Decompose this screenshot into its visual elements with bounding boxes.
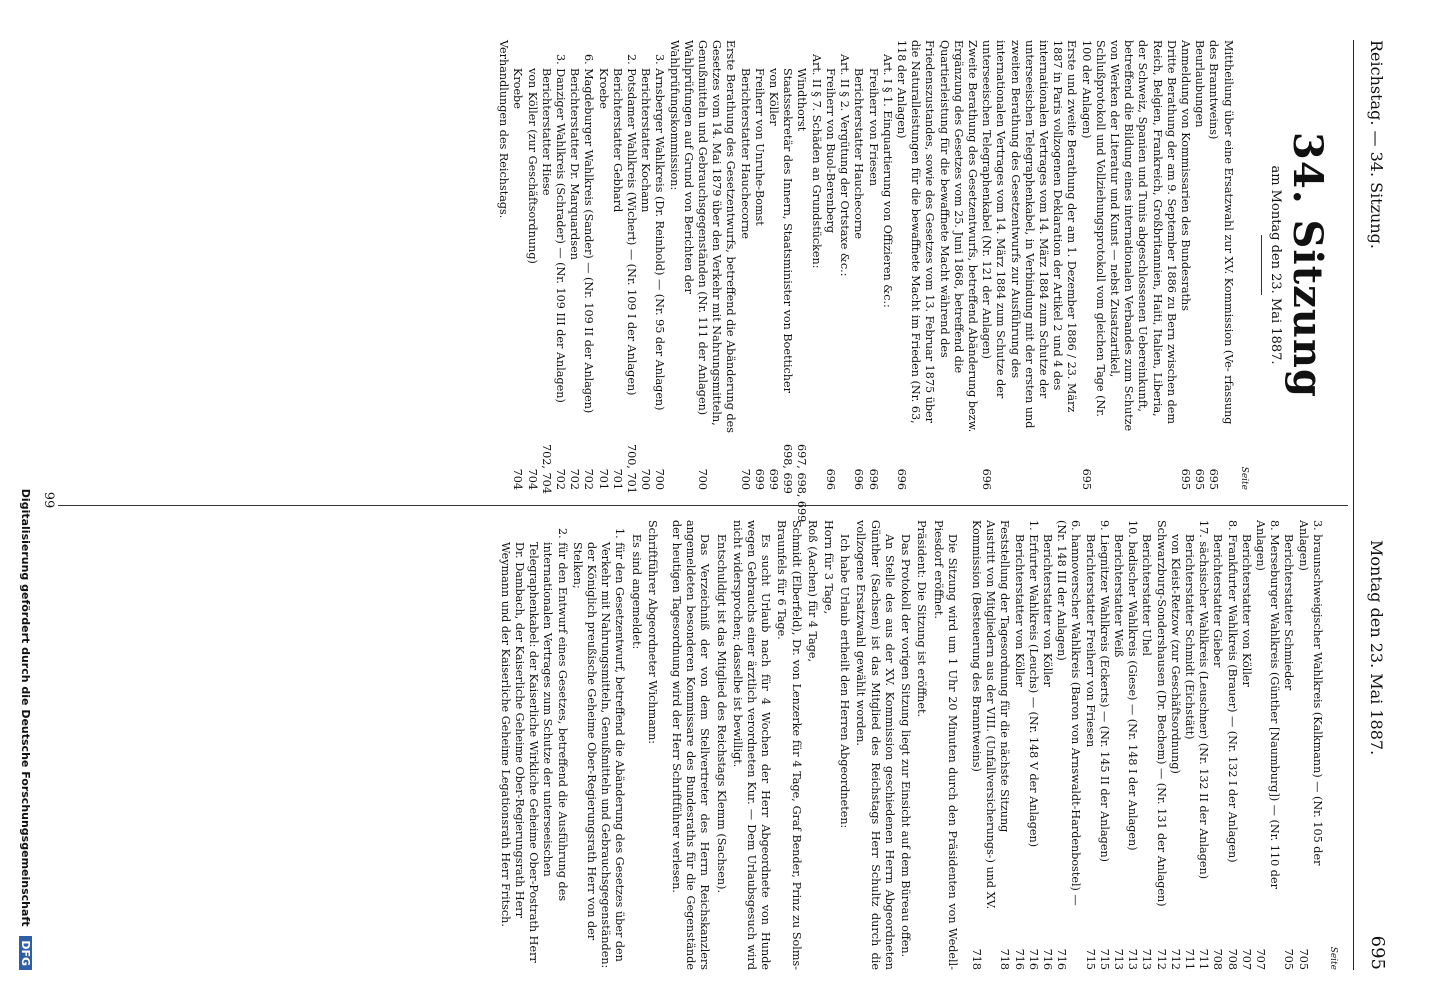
toc-entry-page: 696 [894,468,908,490]
toc-entry-page: 700 [639,468,653,490]
toc-entry-text: Berichterstatter Gebhard [610,68,624,213]
toc-entry-page: 708 [1225,948,1239,970]
toc-entry [837,40,851,490]
toc-entry-text: 2. Potsdamer Wahlkreis (Wichert) — (Nr. 109 I der Anlagen) [625,54,639,396]
paragraph: Roß (Aachen) für 4 Tage, [805,520,819,663]
toc-entry-text: Anmeldung von Kommissarien des Bundesraths [1178,40,1192,311]
toc-entry [780,40,795,494]
toc-entry-page: 699 [752,468,766,490]
toc-entry-text: Berichterstatter Dr. Marquardsen [568,68,582,260]
toc-entry [496,40,510,490]
toc-entry-text: Staatssekretär des Innern, Staatsminister von Boetticher [781,68,795,393]
page-number: 695 [1367,935,1388,970]
toc-entry-page: 696 [980,468,994,490]
toc-entry [766,40,780,490]
toc-entry-page: 716 [1040,948,1054,970]
toc-entry-text: Austritt von Mitgliedern aus der VIII. (Unfallversicherungs-) und XV. Kommission (Besteuerung des Branntweins) [969,520,998,910]
toc-entry-page: 702 [568,468,582,490]
proceedings-text [628,520,958,970]
toc-entry [1054,520,1082,970]
toc-entry-text: Art. II § 2. Vergütung der Ortstaxe &c.: [838,54,852,277]
toc-entry-text: Erste Berathung des Gesetzentwurfs, betreffend die Abänderung des Gesetzes vom 14. Mai 1879 über den Verkehr mit Nahrungsmitteln, Genußmitteln und Gebrauchsgegenständen (Nr. 111 der Anlagen) [696,40,738,434]
toc-entry [595,40,609,490]
toc-entry [652,40,666,490]
header-rule [1353,40,1354,970]
toc-entry-text: Berichterstatter Schmieder [1282,534,1296,691]
toc-entry [1295,520,1323,970]
toc-entry [1078,40,1177,490]
toc-entry-text: Feststellung der Tagesordnung für die nächste Sitzung [998,520,1012,833]
toc-entry-page: 699 [767,468,781,490]
toc-entry-text: 3. Danziger Wahlkreis (Schrader) — (Nr. 109 III der Anlagen) [554,54,568,403]
toc-entry [1111,520,1125,970]
toc-entry-text: Berichterstatter Hauchecorne [738,68,752,240]
toc-entry [666,40,694,490]
toc-entry-text: Schwarzburg-Sondershausen (Dr. Bechem) — (Nr. 131 der Anlagen) [1154,520,1168,907]
toc-entry-page: 704 [511,468,525,490]
toc-entry-page: 708 [1211,948,1225,970]
paragraph: Präsident: Die Sitzung ist eröffnet. [915,520,929,718]
toc-entry [1153,520,1167,970]
toc-entry [865,40,879,490]
paragraph: An Stelle des aus der XV. Kommission geschiedenen Herrn Abgeordneten Günther (Sachsen) ist das Mitglied des Reichstags Herr Schultz durch die vollzogene Ersatzwahl gewählt worden. [854,520,896,970]
toc-entry-text: 9. Liegnitzer Wahlkreis (Eckerts) — (Nr. 145 II der Anlagen) [1097,520,1111,863]
toc-entry-text: Berichterstatter Weiß [1111,534,1125,658]
toc-entry-page: 716 [1055,948,1069,970]
commissioners-list [498,520,627,970]
toc-entry [1253,520,1281,970]
toc-entry-text: Berichterstatter Freiherr von Friesen [1083,534,1097,748]
toc-entry-page: 700, 701 [625,444,639,494]
toc-entry [1239,520,1253,970]
toc-entry [610,40,624,490]
toc-entry-page: 707 [1253,948,1267,970]
digitization-note [19,40,32,970]
session-subtitle: am Montag den 23. Mai 1887. [1268,165,1283,365]
toc-entry-text: Kroebe [511,68,525,109]
paragraph: Es sucht Urlaub nach für 4 Wochen der Herr Abgeordnete von Hunde wegen Gebrauchs einer ärztlich verordneten Kur. — Dem Urlaubsgesuch wird nicht widersprochen; dasselbe ist bewilligt. [730,520,773,970]
toc-entry [1097,520,1111,970]
toc-entry [851,40,865,490]
toc-entry [1224,520,1238,970]
toc-entry-text: Kroebe [596,68,610,109]
table-of-contents-right [969,520,1324,970]
toc-entry-page: 713 [1140,948,1154,970]
toc-entry-text: Berichterstatter Gieber [1211,534,1225,668]
toc-entry-text: Freiherr von Unruhe-Bomst [752,68,766,226]
toc-entry-text: 3. braunschweigischer Wahlkreis (Kalkmann) — (Nr. 105 der Anlagen) [1296,520,1324,866]
toc-entry-page: 715 [1097,948,1111,970]
column-divider [58,505,1348,506]
toc-entry-text: Mittheilung über eine Ersatzwahl zur XV. Kommission (Ve- rfassung des Branntweins) [1207,40,1235,425]
toc-entry-page: 695 [1193,468,1207,490]
toc-entry-text: Beurlaubungen [1193,40,1207,128]
toc-entry-page: 697, 698, 699 [795,444,809,523]
toc-entry-text: 6. Magdeburger Wahlkreis (Sander) — (Nr. 109 II der Anlagen) [582,54,596,414]
paragraph: Das Verzeichniß der von dem Stellvertreter des Herrn Reichskanzlers angemeldeten besonderen Kommissare des Bundesraths für die Gegenstände der heutigen Tagesordnung wird der Herr Schriftführer verlesen. [670,520,712,970]
session-title: 34. Sitzung [1284,132,1331,398]
toc-entry-page: 711 [1197,948,1211,970]
paragraph: Schmidt (Elberfeld), Dr. von Lenzerke für 4 Tage, Graf Bender, Prinz zu Solms-Braunfels für 6 Tage. [775,520,803,970]
paragraph: Das Protokoll der vorigen Sitzung liegt zur Einsicht auf dem Büreau offen. [899,534,913,958]
toc-entry [1011,520,1025,970]
toc-entry-page: 695 [1207,468,1221,490]
toc-entry-page: 700 [738,468,752,490]
toc-entry [553,40,567,490]
toc-entry [1210,520,1224,970]
toc-entry-text: Freiherr von Friesen [866,68,880,187]
table-of-contents-left [496,40,1235,523]
toc-entry [737,40,751,490]
toc-entry [1281,520,1295,970]
toc-entry-text: von Köller [767,68,781,126]
toc-entry [539,40,553,494]
left-column [496,40,1340,523]
toc-entry-text: 3. Arnsberger Wahlkreis (Dr. Reinhold) — (Nr. 95 der Anlagen) [653,54,667,411]
toc-entry-text: Berichterstatter Kochann [639,68,653,213]
toc-entry [880,40,894,490]
toc-entry-page: 702 [582,468,596,490]
toc-entry-page: 704 [525,468,539,490]
toc-entry [997,520,1011,970]
paragraph: Horn für 3 Tage, [822,520,836,615]
toc-entry-page: 713 [1111,948,1125,970]
toc-entry-page: 718 [998,948,1012,970]
signature-mark: 99 [41,491,56,509]
right-column [497,520,1340,970]
list-item: 2. für den Entwurf eines Gesetzes, betreffend die Ausführung des internationalen Vertrages zum Schutze der unterseeischen Telegraphenkabel: der Kaiserliche Wirkliche Geheime Ober-Postrath Herr Dr. Dambach, der Kaiserliche Geheime Ober-Regierungsrath Herr Weymann und der Kaiserliche Geheime Legationsrath Herr Fritsch. [498,528,569,963]
page-header [1358,40,1392,970]
paragraph: Schriftführer Abgeordneter Wichmann: [645,520,659,745]
toc-entry [752,40,766,490]
toc-entry [1168,520,1182,970]
toc-entry-text: Wahlprüfungen auf Grund von Berichten der Wahlprüfungskommission: [667,40,695,294]
seite-label: Seite [1328,946,1338,970]
toc-entry [567,40,581,490]
toc-entry-page: 695 [1178,468,1192,490]
paragraph: Entschuldigt ist das Mitglied des Reichstags Klemm (Sachsen). [714,534,728,894]
toc-entry-page: 705 [1282,948,1296,970]
toc-entry-page: 700 [653,468,667,490]
toc-entry [1082,520,1096,970]
toc-entry-text: Berichterstatter Hiese [539,68,553,196]
digitization-text: Digitalisierung gefördert durch die Deutsche Forschungsgemeinschaft [19,488,32,927]
toc-entry-page: 698, 699 [781,444,795,494]
paragraph: Ich habe Urlaub ertheilt den Herren Abgeordneten: [838,534,852,829]
paragraph: Es sind angemeldet: [629,534,643,650]
toc-entry-text: Berichterstatter von Köller [1012,534,1026,687]
toc-entry-text: Berichterstatter Uhel [1140,534,1154,656]
toc-entry-text: von Kleist-Retzow (zur Geschäftsordnung) [1168,534,1182,774]
toc-entry-page: 701 [610,468,624,490]
toc-entry-text: Zweite Berathung des Gesetzentwurfs, betreffend Abänderung bezw. Ergänzung des Gesetzes vom 25. Juni 1868, betreffend die Quartierleistung für die bewaffnete Macht während des Friedenszustandes, sowie des Gesetzes vom 13. Februar 1875 über die Naturalleistungen für die bewaffnete Macht im Frieden (Nr. 63, 118 der Anlagen) [894,40,979,433]
toc-entry-text: Berichterstatter von Köller [1040,534,1054,687]
toc-entry-text: Erste und zweite Berathung der am 1. Dezember 1886 / 23. März 1887 in Paris vollzogenen Deklaration der Artikel 2 und 4 des internationalen Vertrages vom 14. März 1884 zum Schutze der unterseeischen Telegraphenkabel, in Verbindung mit der ersten und zweiten Berathung des Gesetzentwurfs zur Ausführung des internationalen Vertrages vom 14. März 1884 zum Schutze der unterseeischen Telegraphenkabel (Nr. 121 der Anlagen) [980,40,1079,429]
toc-entry [695,40,738,490]
toc-entry-page: 718 [969,948,983,970]
seite-label: Seite [1238,466,1249,490]
toc-entry-text: Verhandlungen des Reichstags. [497,40,511,219]
header-center: Montag den 23. Mai 1887. [1367,540,1386,756]
toc-entry [1206,40,1234,490]
toc-entry-text: Berichterstatter von Köller [1239,534,1253,687]
toc-entry-page: 700 [696,468,710,490]
toc-entry-page: 711 [1182,948,1196,970]
toc-entry-page: 712 [1168,948,1182,970]
header-left: Reichstag. — 34. Sitzung. [1367,40,1386,249]
toc-entry [624,40,639,494]
toc-entry [1040,520,1054,970]
toc-entry [969,520,997,970]
toc-entry-text: 17. sächsischer Wahlkreis (Leuschner) (Nr. 132 II der Anlagen) [1197,520,1211,880]
toc-entry-text: Art. II § 7. Schäden an Grundstücken: [809,54,823,269]
toc-entry-text: 10. badischer Wahlkreis (Giese) — (Nr. 148 I der Anlagen) [1126,520,1140,851]
toc-entry-text: 8. Merseburger Wahlkreis (Günther [Naumburg]) — (Nr. 110 der Anlagen) [1253,520,1282,889]
toc-entry [638,40,652,490]
toc-entry-text: Freiherr von Buol-Berenberg [823,68,837,234]
toc-entry [809,40,823,490]
dfg-logo: DFG [19,936,32,970]
toc-entry-page: 702, 704 [539,444,553,494]
toc-entry-page: 713 [1126,948,1140,970]
toc-entry-text: Windthorst [795,68,809,132]
short-rule [1261,235,1262,295]
toc-entry-page: 696 [823,468,837,490]
toc-entry-page: 695 [1079,468,1093,490]
toc-entry-page: 716 [1026,948,1040,970]
toc-entry [1139,520,1153,970]
toc-entry-text: Dritte Berathung der am 9. September 1886 zu Bern zwischen dem Reich, Belgien, Frankreich, Großbritannien, Haiti, Italien, Liberia, der Schweiz, Spanien und Tunis abgeschlossenen Uebereinkunft, betreffend die Bildung eines internationalen Verbandes zum Schutze von Werken der Literatur und Kunst — nebst Zusatzartikel, Schlußprotokoll und Vollziehungsprotokoll vom gleichen Tage (Nr. 100 der Anlagen) [1079,40,1178,432]
toc-entry [979,40,1078,490]
toc-entry-page: 701 [596,468,610,490]
toc-entry-page: 716 [1012,948,1026,970]
toc-entry [894,40,979,490]
toc-entry [1192,40,1206,490]
toc-entry [1178,40,1192,490]
toc-entry [823,40,837,490]
toc-entry [510,40,524,490]
toc-entry [581,40,595,490]
toc-entry-page: 712 [1154,948,1168,970]
toc-entry [1026,520,1040,970]
toc-entry-page: 705 [1296,948,1310,970]
toc-entry-page: 707 [1239,948,1253,970]
toc-entry-text: Art. I § 1. Einquartierung von Offizieren &c.: [880,54,894,308]
toc-entry-text: 1. Erfurter Wahlkreis (Leuchs) — (Nr. 148 V der Anlagen) [1026,520,1040,848]
toc-entry-text: 8. Frankfurter Wahlkreis (Brauer) — (Nr. 132 I der Anlagen) [1225,520,1239,863]
toc-entry [1125,520,1139,970]
toc-entry [524,40,538,490]
toc-entry-page: 696 [852,468,866,490]
toc-entry-text: 6. hannoverscher Wahlkreis (Baron von Arnswaldt-Hardenbostel) — (Nr. 148 III der Anlagen) [1055,520,1083,906]
toc-entry-page: 715 [1083,948,1097,970]
toc-entry [794,40,809,523]
toc-entry [1196,520,1210,970]
toc-entry-text: von Köller (zur Geschäftsordnung) [525,68,539,264]
list-item: 1. für den Gesetzentwurf, betreffend die Abänderung des Gesetzes über den Verkehr mit Nahrungsmitteln, Genußmitteln und Gebrauchsgegenständen: der Königlich preußische Geheime Ober-Regierungsrath Herr von der Stelken; [570,528,627,969]
toc-entry-page: 702 [554,468,568,490]
toc-entry-text: Berichterstatter Schmidt (Eichstätt) [1182,534,1196,740]
toc-entry [1182,520,1196,970]
toc-entry-text: Berichterstatter Hauchecorne [852,68,866,240]
paragraph: Die Sitzung wird um 1 Uhr 20 Minuten durch den Präsidenten von Wedell-Piesdorf eröffnet. [931,520,959,970]
toc-entry-page: 696 [866,468,880,490]
